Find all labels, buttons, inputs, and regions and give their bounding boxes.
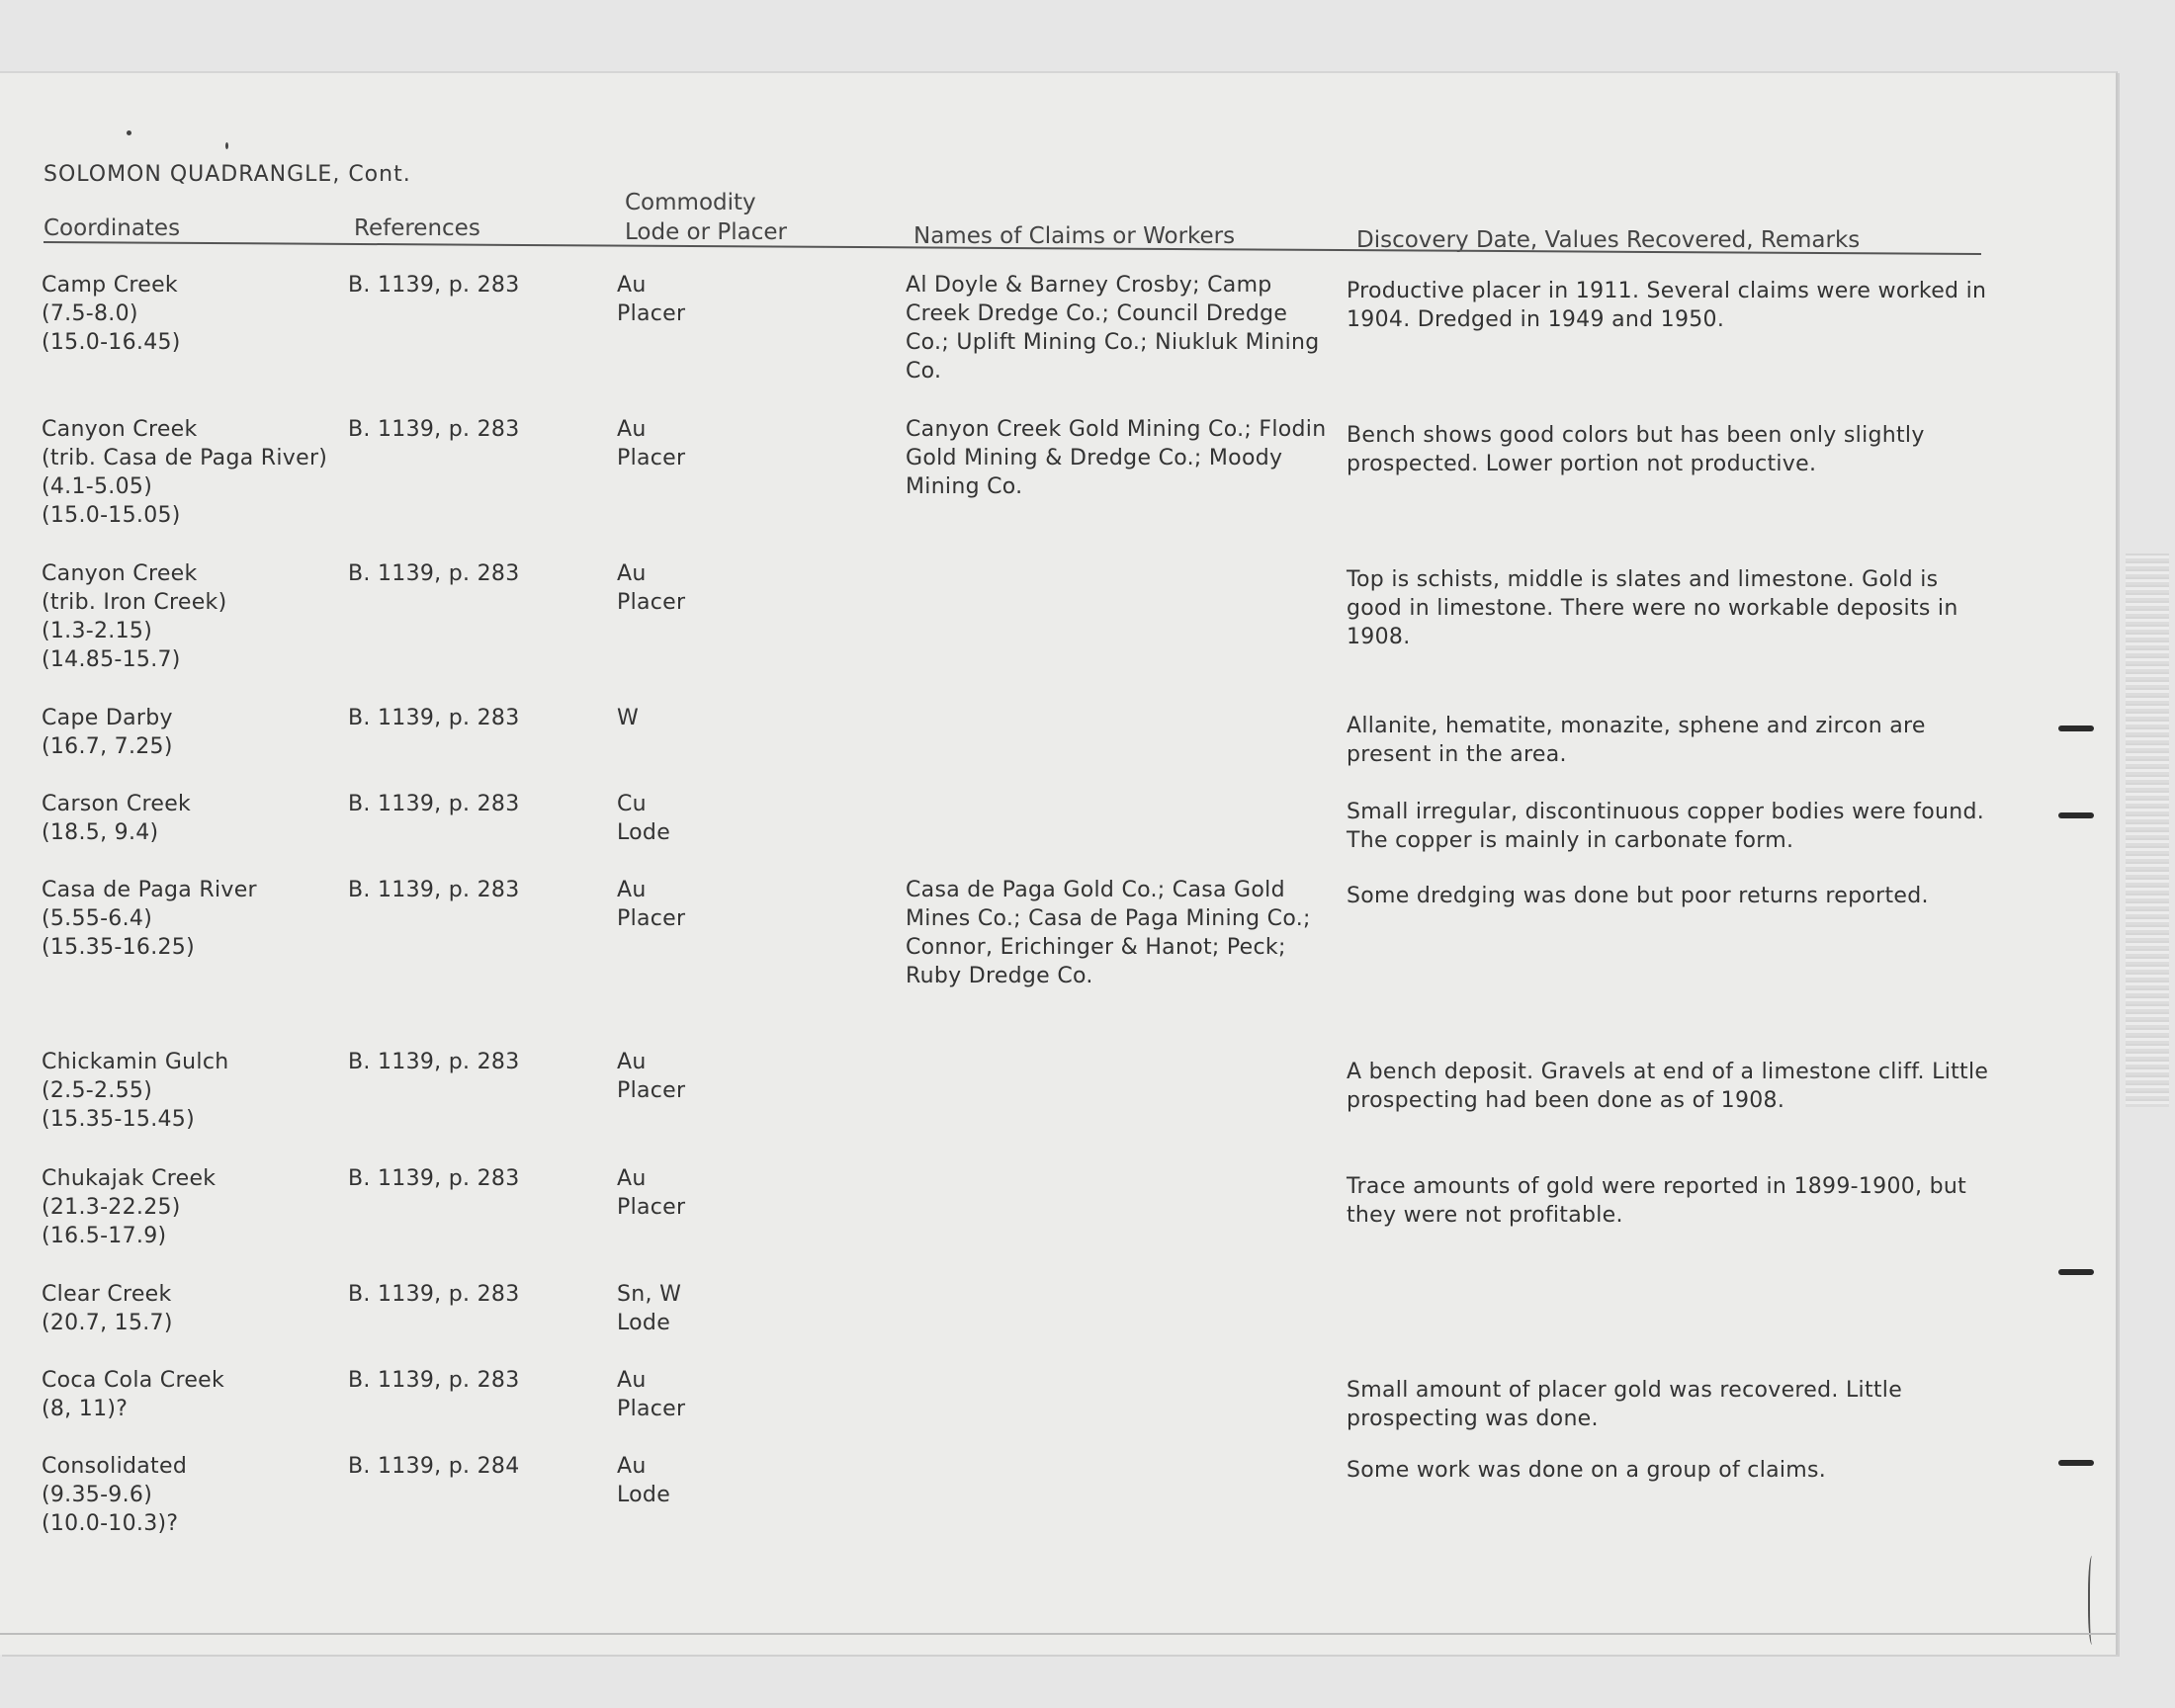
names-cell: Casa de Paga Gold Co.; Casa Gold Mines Co.; Casa de Paga Mining Co.; Connor, Erichinger & Hanot; Peck; Ruby Dredge Co. [906, 878, 1311, 988]
commodity-cell: Au Placer [617, 1368, 686, 1421]
margin-tick-mark [2058, 726, 2094, 731]
header-remarks: Discovery Date, Values Recovered, Remarks [1356, 227, 1861, 253]
coordinates-cell: Carson Creek (18.5, 9.4) [42, 792, 192, 845]
names-cell: Canyon Creek Gold Mining Co.; Flodin Gold Mining & Dredge Co.; Moody Mining Co. [906, 417, 1327, 499]
remarks-cell: Some dredging was done but poor returns reported. [1347, 884, 1929, 908]
reference-cell: B. 1139, p. 283 [348, 273, 520, 298]
header-names: Names of Claims or Workers [914, 223, 1236, 249]
scan-speck [127, 130, 131, 135]
remarks-cell: Productive placer in 1911. Several claims were worked in 1904. Dredged in 1949 and 1950. [1347, 279, 1987, 332]
coordinates-cell: Camp Creek (7.5-8.0) (15.0-16.45) [42, 273, 181, 355]
reference-cell: B. 1139, p. 283 [348, 417, 520, 442]
header-commodity-line2: Lode or Placer [625, 219, 787, 245]
claims-table [0, 73, 2116, 1655]
commodity-cell: Au Placer [617, 1166, 686, 1220]
coordinates-cell: Chukajak Creek (21.3-22.25) (16.5-17.9) [42, 1166, 217, 1248]
coordinates-cell: Casa de Paga River (5.55-6.4) (15.35-16.25) [42, 878, 257, 960]
coordinates-cell: Chickamin Gulch (2.5-2.55) (15.35-15.45) [42, 1050, 229, 1132]
commodity-cell: Sn, W Lode [617, 1282, 682, 1335]
document-page [0, 71, 2118, 1655]
reference-cell: B. 1139, p. 283 [348, 878, 520, 902]
header-coordinates: Coordinates [44, 215, 181, 241]
margin-tick-mark [2058, 1460, 2094, 1466]
coordinates-cell: Clear Creek (20.7, 15.7) [42, 1282, 173, 1335]
commodity-cell: Au Lode [617, 1454, 671, 1507]
remarks-cell: Small amount of placer gold was recovered. Little prospecting was done. [1347, 1378, 1903, 1431]
commodity-cell: Cu Lode [617, 792, 671, 845]
remarks-cell: Allanite, hematite, monazite, sphene and zircon are present in the area. [1347, 714, 1926, 767]
margin-tick-mark [2058, 812, 2094, 818]
commodity-cell: W [617, 706, 640, 730]
coordinates-cell: Canyon Creek (trib. Iron Creek) (1.3-2.15) (14.85-15.7) [42, 561, 227, 672]
commodity-cell: Au Placer [617, 1050, 686, 1103]
reference-cell: B. 1139, p. 283 [348, 792, 520, 816]
page-title: SOLOMON QUADRANGLE, Cont. [44, 162, 411, 187]
remarks-cell: Bench shows good colors but has been only slightly prospected. Lower portion not productive. [1347, 423, 1925, 476]
reference-cell: B. 1139, p. 283 [348, 1368, 520, 1393]
commodity-cell: Au Placer [617, 273, 686, 326]
margin-tick-mark [2058, 1269, 2094, 1275]
commodity-cell: Au Placer [617, 878, 686, 931]
commodity-cell: Au Placer [617, 561, 686, 615]
remarks-cell: Some work was done on a group of claims. [1347, 1458, 1827, 1483]
header-commodity-line1: Commodity [625, 190, 756, 215]
reference-cell: B. 1139, p. 283 [348, 1282, 520, 1307]
scan-edge-strip [2126, 554, 2169, 1107]
remarks-cell: Small irregular, discontinuous copper bodies were found. The copper is mainly in carbonate form. [1347, 800, 1985, 853]
page-curl-mark [2088, 1556, 2098, 1645]
coordinates-cell: Canyon Creek (trib. Casa de Paga River) (4.1-5.05) (15.0-15.05) [42, 417, 328, 528]
remarks-cell: Trace amounts of gold were reported in 1899-1900, but they were not profitable. [1347, 1174, 1967, 1228]
coordinates-cell: Coca Cola Creek (8, 11)? [42, 1368, 225, 1421]
reference-cell: B. 1139, p. 283 [348, 706, 520, 730]
header-references: References [354, 215, 480, 241]
commodity-cell: Au Placer [617, 417, 686, 470]
remarks-cell: Top is schists, middle is slates and limestone. Gold is good in limestone. There were no workable deposits in 1908. [1347, 567, 1958, 649]
page-bottom-edge [0, 1633, 2116, 1635]
reference-cell: B. 1139, p. 283 [348, 561, 520, 586]
names-cell: Al Doyle & Barney Crosby; Camp Creek Dredge Co.; Council Dredge Co.; Uplift Mining Co.; Niukluk Mining Co. [906, 273, 1320, 384]
coordinates-cell: Cape Darby (16.7, 7.25) [42, 706, 173, 759]
coordinates-cell: Consolidated (9.35-9.6) (10.0-10.3)? [42, 1454, 188, 1536]
reference-cell: B. 1139, p. 283 [348, 1166, 520, 1191]
scan-speck [225, 142, 228, 149]
reference-cell: B. 1139, p. 283 [348, 1050, 520, 1074]
reference-cell: B. 1139, p. 284 [348, 1454, 520, 1479]
remarks-cell: A bench deposit. Gravels at end of a limestone cliff. Little prospecting had been done as of 1908. [1347, 1060, 1989, 1113]
